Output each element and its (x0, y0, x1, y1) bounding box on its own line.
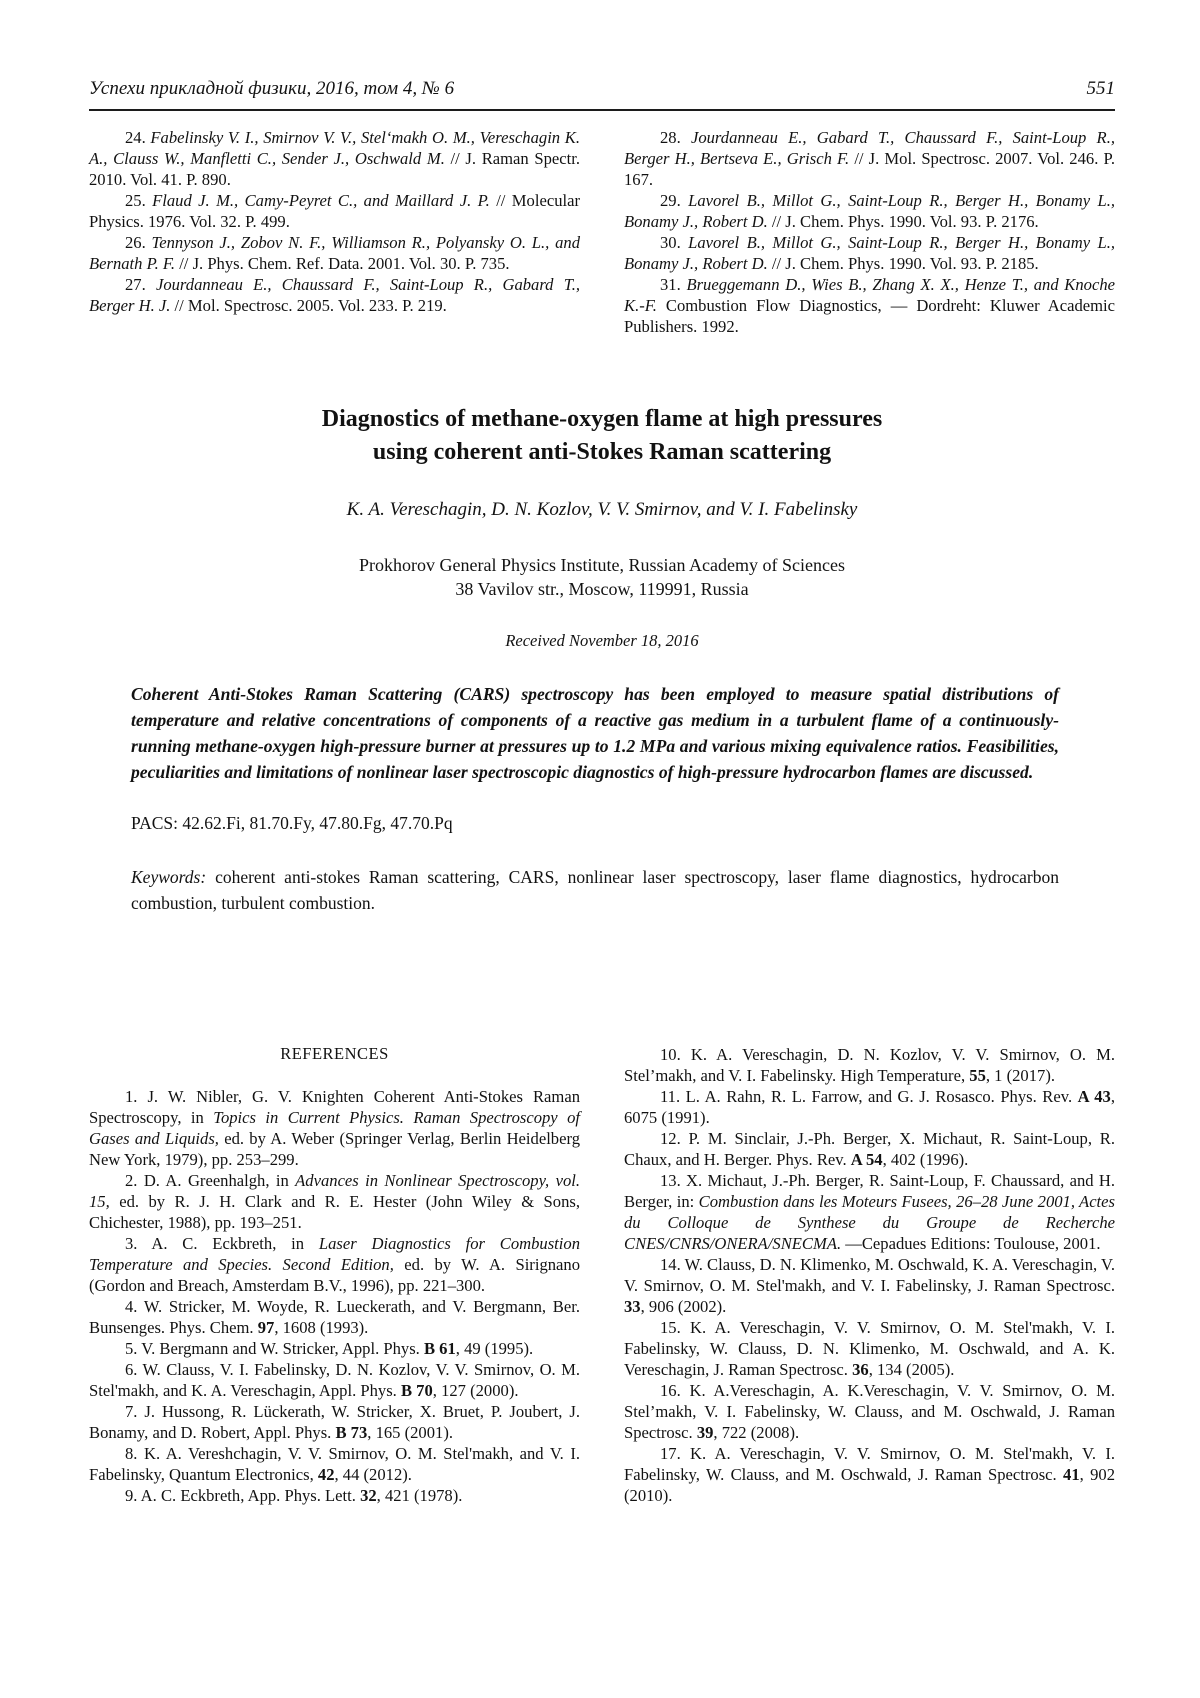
article-title (89, 403, 1115, 469)
reference-item: 14. W. Clauss, D. N. Klimenko, M. Oschwald, K. A. Vereschagin, V. V. Smirnov, O. M. Stel'makh, and V. I. Fabelinsky, J. Raman Spectrosc. 33, 906 (2002). (624, 1255, 1115, 1316)
reference-item: 24. Fabelinsky V. I., Smirnov V. V., Stel‘makh O. M., Vereschagin K. A., Clauss W., Manfletti C., Sender J., Oschwald M. // J. Raman Spectr. 2010. Vol. 41. P. 890. (89, 128, 580, 189)
references-section (89, 1044, 1115, 1506)
top-references-left-column (89, 127, 580, 337)
affiliation (89, 553, 1115, 601)
authors-line: K. A. Vereschagin, D. N. Kozlov, V. V. Smirnov, and V. I. Fabelinsky (346, 499, 858, 520)
reference-item: 26. Tennyson J., Zobov N. F., Williamson R., Polyansky O. L., and Bernath P. F. // J. Phys. Chem. Ref. Data. 2001. Vol. 30. P. 735. (89, 233, 580, 273)
reference-item: 17. K. A. Vereschagin, V. V. Smirnov, O. M. Stel'makh, V. I. Fabelinsky, W. Clauss, and M. Oschwald, J. Raman Spectrosc. 41, 902 (2010). (624, 1444, 1116, 1505)
reference-item: 6. W. Clauss, V. I. Fabelinsky, D. N. Kozlov, V. V. Smirnov, O. M. Stel'makh, and K. A. Vereschagin, Appl. Phys. B 70, 127 (2000). (89, 1360, 580, 1400)
reference-item: 7. J. Hussong, R. Lückerath, W. Stricker, X. Bruet, P. Joubert, J. Bonamy, and D. Robert, Appl. Phys. B 73, 165 (2001). (89, 1402, 580, 1442)
reference-item: 4. W. Stricker, M. Woyde, R. Lueckerath, and V. Bergmann, Ber. Bunsenges. Phys. Chem. 97, 1608 (1993). (89, 1297, 580, 1337)
received-date: Received November 18, 2016 (505, 631, 699, 650)
reference-item: 31. Brueggemann D., Wies B., Zhang X. X., Henze T., and Knoche K.-F. Combustion Flow Diagnostics, — Dordreht: Kluwer Academic Publishers. 1992. (624, 275, 1115, 336)
reference-item: 12. P. M. Sinclair, J.-Ph. Berger, X. Michaut, R. Saint-Loup, R. Chaux, and H. Berger. Phys. Rev. A 54, 402 (1996). (624, 1129, 1115, 1169)
keywords-text: coherent anti-stokes Raman scattering, CARS, nonlinear laser spectroscopy, laser flame diagnostics, hydrocarbon combustion, turbulent combustion. (131, 867, 1059, 913)
reference-item: 25. Flaud J. M., Camy-Peyret C., and Maillard J. P. // Molecular Physics. 1976. Vol. 32. P. 499. (89, 191, 580, 231)
references-list-left (89, 1086, 580, 1506)
reference-item: 27. Jourdanneau E., Chaussard F., Saint-Loup R., Gabard T., Berger H. J. // Mol. Spectrosc. 2005. Vol. 233. P. 219. (89, 275, 580, 315)
running-head (89, 78, 1115, 100)
top-references (89, 127, 1115, 337)
keywords (89, 864, 1115, 916)
affiliation-line2: 38 Vavilov str., Moscow, 119991, Russia (455, 579, 749, 599)
article-title-line1: Diagnostics of methane-oxygen flame at high pressures (321, 406, 883, 432)
reference-item: 2. D. A. Greenhalgh, in Advances in Nonlinear Spectroscopy, vol. 15, ed. by R. J. H. Clark and R. E. Hester (John Wiley & Sons, Chichester, 1988), pp. 193–251. (89, 1171, 580, 1232)
reference-item: 1. J. W. Nibler, G. V. Knighten Coherent Anti-Stokes Raman Spectroscopy, in Topics in Current Physics. Raman Spectroscopy of Gases and Liquids, ed. by A. Weber (Springer Verlag, Berlin Heidelberg New York, 1979), pp. 253–299. (89, 1087, 581, 1169)
reference-item: 30. Lavorel B., Millot G., Saint-Loup R., Berger H., Bonamy L., Bonamy J., Robert D. // J. Chem. Phys. 1990. Vol. 93. P. 2185. (624, 233, 1115, 273)
reference-item: 13. X. Michaut, J.-Ph. Berger, R. Saint-Loup, F. Chaussard, and H. Berger, in: Combustion dans les Moteurs Fusees, 26–28 June 2001, Actes du Colloque de Synthese du Groupe de Recherche CNES/CNRS/ONERA/SNECMA. —Cepadues Editions: Toulouse, 2001. (624, 1171, 1115, 1253)
reference-item: 16. K. A.Vereschagin, A. K.Vereschagin, V. V. Smirnov, O. M. Stel’makh, V. I. Fabelinsky, W. Clauss, and M. Oschwald, J. Raman Spectrosc. 39, 722 (2008). (624, 1381, 1115, 1442)
pacs-line: PACS: 42.62.Fi, 81.70.Fy, 47.80.Fg, 47.70.Pq (131, 813, 453, 833)
page-number: 551 (1086, 78, 1115, 99)
reference-item: 29. Lavorel B., Millot G., Saint-Loup R., Berger H., Bonamy L., Bonamy J., Robert D. // J. Chem. Phys. 1990. Vol. 93. P. 2176. (624, 191, 1115, 231)
reference-item: 3. A. C. Eckbreth, in Laser Diagnostics for Combustion Temperature and Species. Second Edition, ed. by W. A. Sirignano (Gordon and Breach, Amsterdam B.V., 1996), pp. 221–300. (89, 1234, 580, 1295)
article-title-line2: using coherent anti-Stokes Raman scattering (372, 439, 832, 465)
abstract: Coherent Anti-Stokes Raman Scattering (CARS) spectroscopy has been employed to measure spatial distributions of temperature and relative concentrations of components of a reactive gas medium in a turbulent flame of a continuously-running methane-oxygen high-pressure burner at pressures up to 1.2 MPa and various mixing equivalence ratios. Feasibilities, peculiarities and limitations of nonlinear laser spectroscopic diagnostics of high-pressure hydrocarbon flames are discussed. (131, 684, 1059, 782)
references-left-column (89, 1044, 580, 1506)
top-references-right-column (624, 127, 1115, 337)
reference-item: 15. K. A. Vereschagin, V. V. Smirnov, O. M. Stel'makh, V. I. Fabelinsky, W. Clauss, D. N. Klimenko, M. Oschwald, and A. K. Vereschagin, J. Raman Spectrosc. 36, 134 (2005). (624, 1318, 1115, 1379)
reference-item: 5. V. Bergmann and W. Stricker, Appl. Phys. B 61, 49 (1995). (125, 1339, 534, 1358)
reference-item: 10. K. A. Vereschagin, D. N. Kozlov, V. V. Smirnov, O. M. Stel’makh, and V. I. Fabelinsky. High Temperature, 55, 1 (2017). (624, 1045, 1115, 1085)
reference-item: 11. L. A. Rahn, R. L. Farrow, and G. J. Rosasco. Phys. Rev. A 43, 6075 (1991). (624, 1087, 1115, 1127)
journal-title: Успехи прикладной физики, 2016, том 4, № 6 (89, 78, 455, 99)
keywords-label: Keywords: (131, 867, 207, 887)
affiliation-line1: Prokhorov General Physics Institute, Russian Academy of Sciences (359, 555, 845, 575)
references-heading: REFERENCES (280, 1044, 389, 1063)
header-rule (89, 109, 1115, 111)
reference-item: 9. A. C. Eckbreth, App. Phys. Lett. 32, 421 (1978). (125, 1486, 463, 1505)
references-right-column (624, 1044, 1115, 1506)
reference-item: 8. K. A. Vereshchagin, V. V. Smirnov, O. M. Stel'makh, and V. I. Fabelinsky, Quantum Electronics, 42, 44 (2012). (89, 1444, 580, 1484)
reference-item: 28. Jourdanneau E., Gabard T., Chaussard F., Saint-Loup R., Berger H., Bertseva E., Grisch F. // J. Mol. Spectrosc. 2007. Vol. 246. P. 167. (624, 128, 1116, 189)
